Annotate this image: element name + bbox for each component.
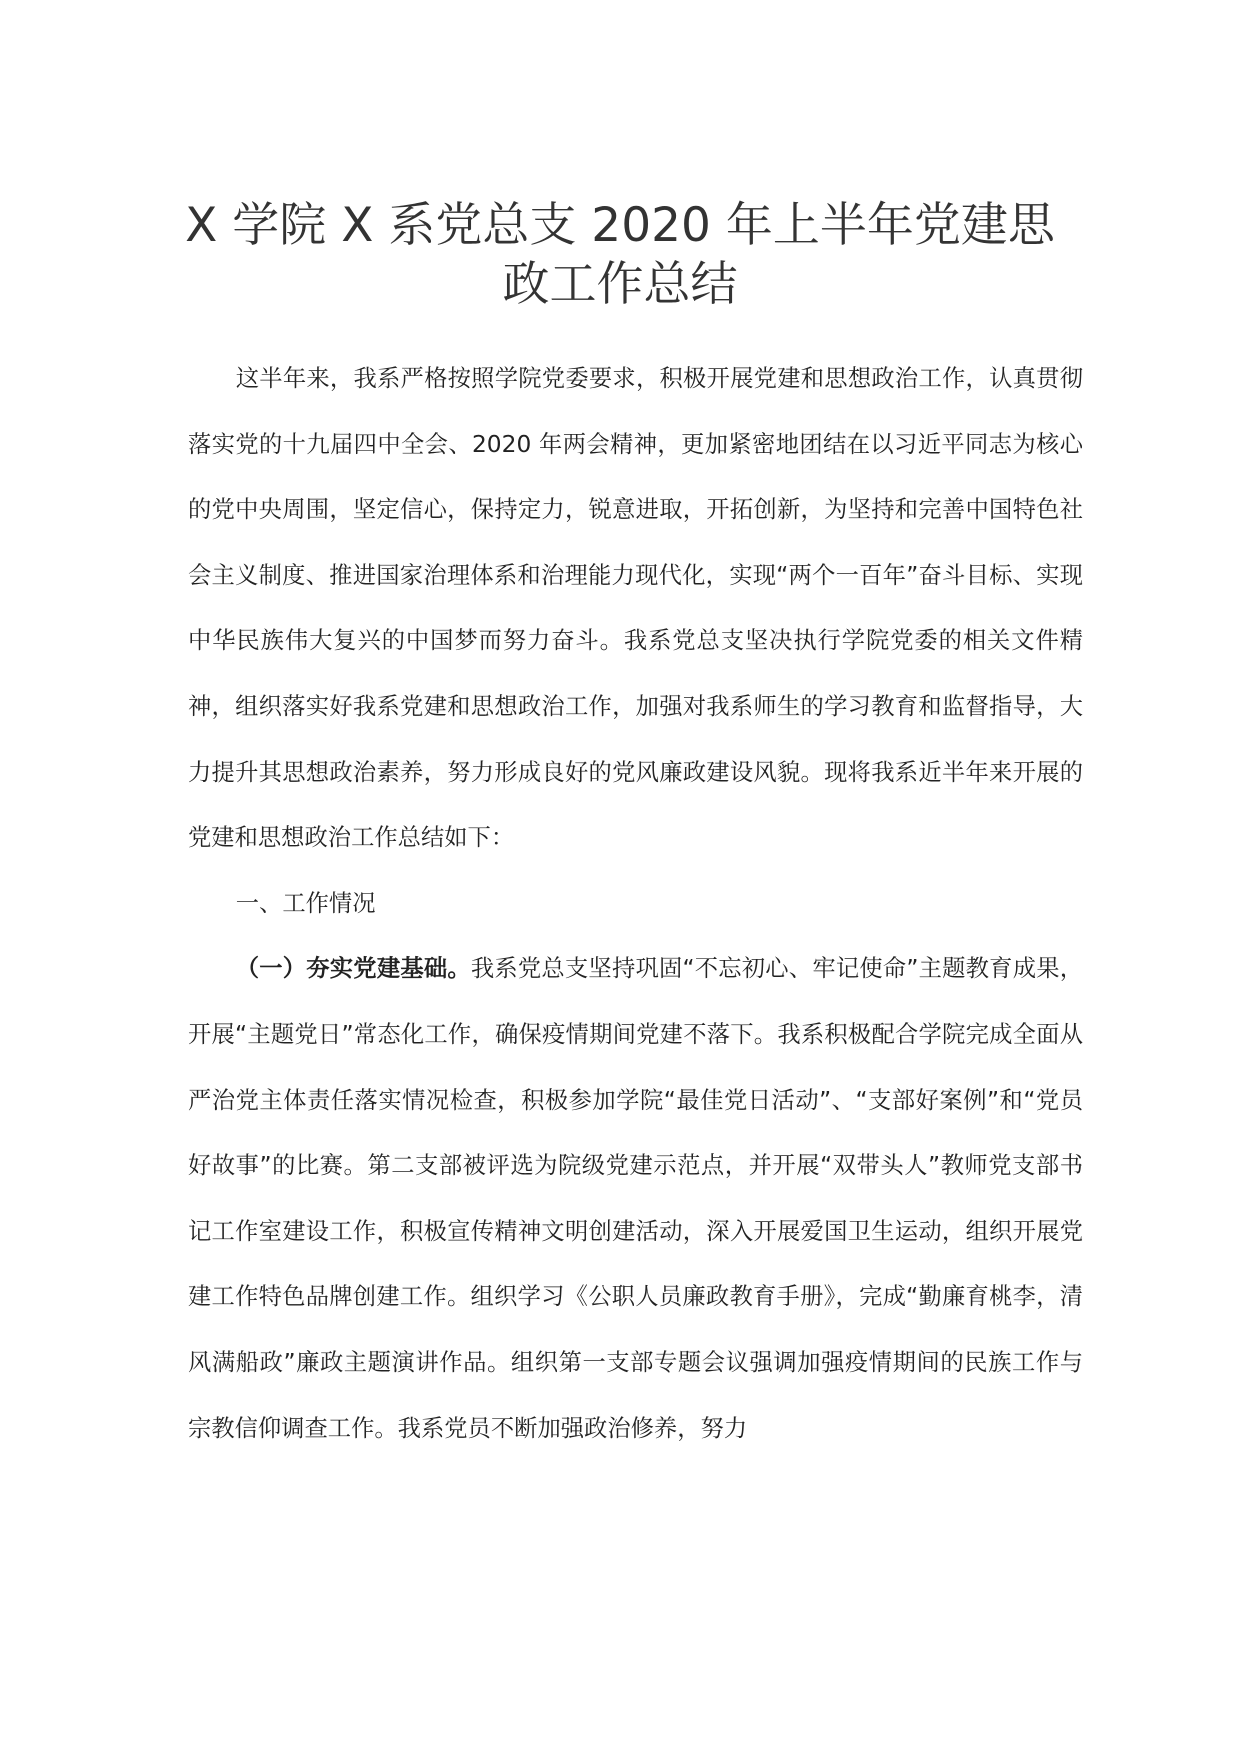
document-body [188, 346, 1083, 1461]
subsection-text: 我系党总支坚持巩固“不忘初心、牢记使命”主题教育成果，开展“主题党日”常态化工作，确保疫情期间党建不落下。我系积极配合学院完成全面从严治党主体责任落实情况检查，积极参加学院“最佳党日活动”、“支部好案例”和“党员好故事”的比赛。第二支部被评选为院级党建示范点，并开展“双带头人”教师党支部书记工作室建设工作，积极宣传精神文明创建活动，深入开展爱国卫生运动，组织开展党建工作特色品牌创建工作。组织学习《公职人员廉政教育手册》，完成“勤廉育桃李，清风满船政”廉政主题演讲作品。组织第一支部专题会议强调加强疫情期间的民族工作与宗教信仰调查工作。我系党员不断加强政治修养，努力 [188, 955, 1084, 1442]
section-heading: 一、工作情况 [235, 889, 376, 917]
document-title: X 学院 X 系党总支 2020 年上半年党建思政工作总结 [185, 198, 1055, 312]
intro-paragraph: 这半年来，我系严格按照学院党委要求，积极开展党建和思想政治工作，认真贯彻落实党的十九届四中全会、2020 年两会精神，更加紧密地团结在以习近平同志为核心的党中央周围，坚定信心，保持定力，锐意进取，开拓创新，为坚持和完善中国特色社会主义制度、推进国家治理体系和治理能力现代化，实现“两个一百年”奋斗目标、实现中华民族伟大复兴的中国梦而努力奋斗。我系党总支坚决执行学院党委的相关文件精神，组织落实好我系党建和思想政治工作，加强对我系师生的学习教育和监督指导，大力提升其思想政治素养，努力形成良好的党风廉政建设风貌。现将我系近半年来开展的党建和思想政治工作总结如下： [188, 365, 1083, 852]
subsection-lead: （一）夯实党建基础。 [235, 955, 471, 983]
subsection-paragraph [188, 936, 1083, 1461]
